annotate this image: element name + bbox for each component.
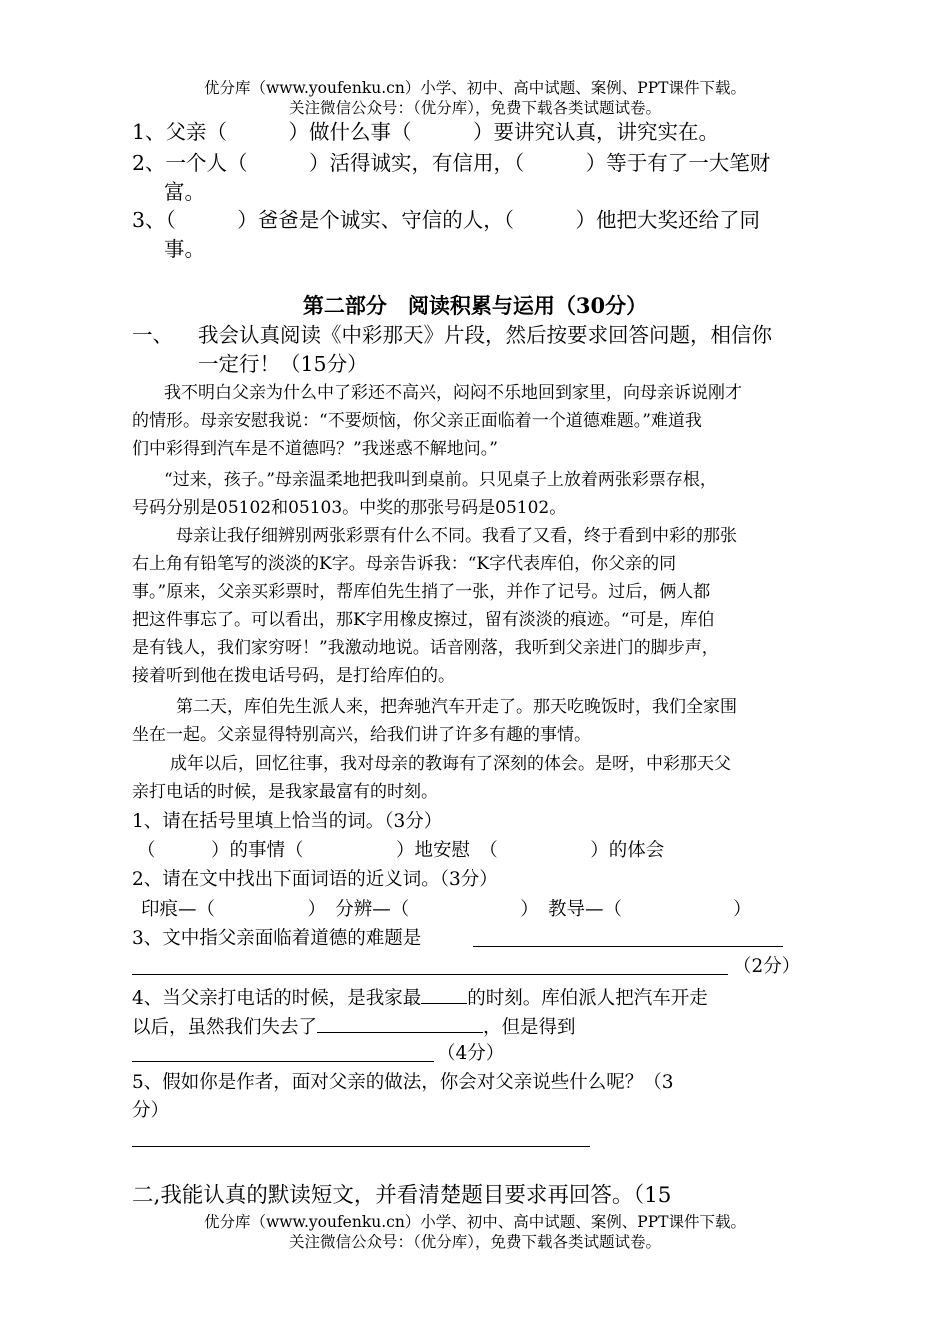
question-3-score: （2分）: [733, 956, 801, 977]
question-4-text: 以后，虽然我们失去了: [132, 1017, 318, 1038]
question-2-blanks: 印痕—（ ） 分辨—（ ） 教导—（ ）: [141, 899, 752, 920]
top-question-2-cont: 富。: [164, 180, 205, 204]
top-question-1: 1、父亲（ ）做什么事（ ）要讲究认真，讲究实在。: [132, 120, 720, 144]
section1-instruction: 我会认真阅读《中彩那天》片段，然后按要求回答问题，相信你: [198, 323, 772, 347]
passage-line: 第二天，库伯先生派人来，把奔驰汽车开走了。那天吃晚饭时，我们全家围: [176, 697, 737, 717]
top-question-2: 2、一个人（ ）活得诚实，有信用，（ ）等于有了一大笔财: [132, 151, 771, 175]
question-4-cont: [132, 1012, 576, 1042]
question-4-text: ，但是得到: [483, 1017, 576, 1038]
passage-line: 坐在一起。父亲显得特别高兴，给我们讲了许多有趣的事情。: [132, 725, 591, 745]
question-4: [132, 983, 708, 1013]
passage-line: 们中彩得到汽车是不道德吗？”我迷惑不解地问。”: [132, 439, 498, 459]
question-5-cont: 分）: [132, 1100, 170, 1121]
header-line-1: 优分库（www.youfenku.cn）小学、初中、高中试题、案例、PPT课件下载。: [203, 79, 747, 97]
section1-instruction-cont: 一定行！（15分）: [198, 352, 368, 376]
answer-blank[interactable]: [421, 983, 467, 1004]
passage-line: 接着听到他在拨电话号码，是打给库伯的。: [132, 666, 455, 686]
answer-line[interactable]: [132, 1146, 590, 1147]
answer-line[interactable]: [473, 946, 783, 947]
question-4-text: 的时刻。库伯派人把汽车开走: [467, 988, 708, 1009]
header-line-2: 关注微信公众号：（优分库），免费下载各类试题试卷。: [288, 99, 661, 117]
passage-line: 事。”原来，父亲买彩票时，帮库伯先生捎了一张，并作了记号。过后，俩人都: [132, 582, 711, 602]
question-1-blanks: （ ）的事情（ ）地安慰 （ ）的体会: [137, 840, 665, 861]
question-4-text: 4、当父亲打电话的时候，是我家最: [132, 988, 422, 1009]
passage-line: “过来，孩子。”母亲温柔地把我叫到桌前。只见桌子上放着两张彩票存根，: [164, 470, 717, 490]
section2-title: 二,我能认真的默读短文，并看清楚题目要求再回答。（15: [132, 1183, 672, 1208]
passage-line: 的情形。母亲安慰我说：“不要烦恼，你父亲正面临着一个道德难题。”难道我: [132, 411, 702, 431]
passage-line: 是有钱人，我们家穷呀！”我激动地说。话音刚落，我听到父亲进门的脚步声，: [132, 638, 719, 658]
passage-line: 把这件事忘了。可以看出，那K字用橡皮擦过，留有淡淡的痕迹。“可是，库伯: [132, 610, 715, 630]
footer-line-1: 优分库（www.youfenku.cn）小学、初中、高中试题、案例、PPT课件下载。: [203, 1213, 747, 1231]
question-4-score: （4分）: [437, 1043, 505, 1064]
answer-line[interactable]: [132, 1061, 434, 1062]
passage-line: 成年以后，回忆往事，我对母亲的教诲有了深刻的体会。是呀，中彩那天父: [170, 754, 731, 774]
question-2: 2、请在文中找出下面词语的近义词。（3分）: [132, 869, 498, 890]
passage-line: 右上角有铅笔写的淡淡的K字。母亲告诉我：“K字代表库伯，你父亲的同: [132, 554, 677, 574]
top-question-3-cont: 事。: [164, 237, 205, 261]
top-question-3: 3、（ ）爸爸是个诚实、守信的人，（ ）他把大奖还给了同: [132, 208, 761, 232]
passage-line: 亲打电话的时候，是我家最富有的时刻。: [132, 782, 438, 802]
question-5: 5、假如你是作者，面对父亲的做法，你会对父亲说些什么呢？（3: [132, 1072, 674, 1093]
answer-line[interactable]: [132, 974, 728, 975]
question-3: 3、文中指父亲面临着道德的难题是: [132, 928, 422, 949]
answer-blank[interactable]: [317, 1012, 483, 1033]
question-1: 1、请在括号里填上恰当的词。（3分）: [132, 811, 443, 832]
passage-line: 号码分别是05102和05103。中奖的那张号码是05102。: [132, 498, 567, 518]
passage-line: 我不明白父亲为什么中了彩还不高兴，闷闷不乐地回到家里，向母亲诉说刚才: [164, 383, 742, 403]
section1-label: 一、: [132, 323, 173, 347]
footer-line-2: 关注微信公众号：（优分库），免费下载各类试题试卷。: [288, 1233, 661, 1251]
part2-title: 第二部分 阅读积累与运用（30分）: [302, 293, 648, 318]
passage-line: 母亲让我仔细辨别两张彩票有什么不同。我看了又看，终于看到中彩的那张: [176, 526, 737, 546]
